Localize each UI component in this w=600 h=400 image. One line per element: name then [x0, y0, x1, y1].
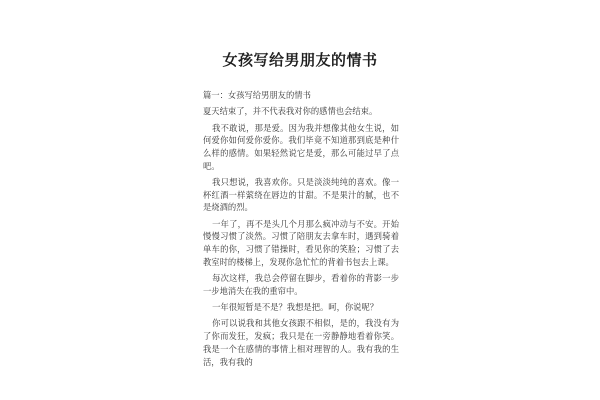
- paragraph: 你可以说我和其他女孩跟不相似，是的，我没有为了你而发狂，发疯；我只是在一旁静静地看着你笑。我是一个在感情的事情上相对理智的人。我有我的生活，我有我的: [203, 318, 399, 367]
- document-title: 女孩写给男朋友的情书: [222, 51, 378, 69]
- document-body: [203, 89, 399, 372]
- paragraph: 我只想说，我喜欢你。只是淡淡纯纯的喜欢。像一杯红酒一样萦绕在唇边的甘甜。不是果汁的腻，也不是烧酒的烈。: [203, 177, 399, 213]
- paragraph: 一年很短暂是不是？我想是把。呵，你说呢？: [212, 302, 379, 313]
- paragraph: 我不敢说，那是爱。因为我并想像其他女生说，如何爱你如何爱你爱你。我们毕竟不知道那到底是种什么样的感情。如果轻然说它是爱，那么可能过早了点吧。: [203, 122, 399, 171]
- paragraph: 每次这样，我总会停留在脚步，看着你的背影一步一步地消失在我的重帘中。: [203, 273, 399, 296]
- paragraph: 夏天结束了，并不代表我对你的感情也会结束。: [203, 106, 378, 117]
- section-heading: 篇一：女孩写给男朋友的情书: [203, 90, 311, 100]
- paragraph: 一年了，再不是头几个月那么疯冲动与不安。开始慢慢习惯了淡然。习惯了陪朋友去拿车时，遇到骑着单车的你，习惯了错操时，看见你的笑脸；习惯了去教室时的楼梯上，发现你急忙忙的背着书包去上课。: [203, 218, 399, 267]
